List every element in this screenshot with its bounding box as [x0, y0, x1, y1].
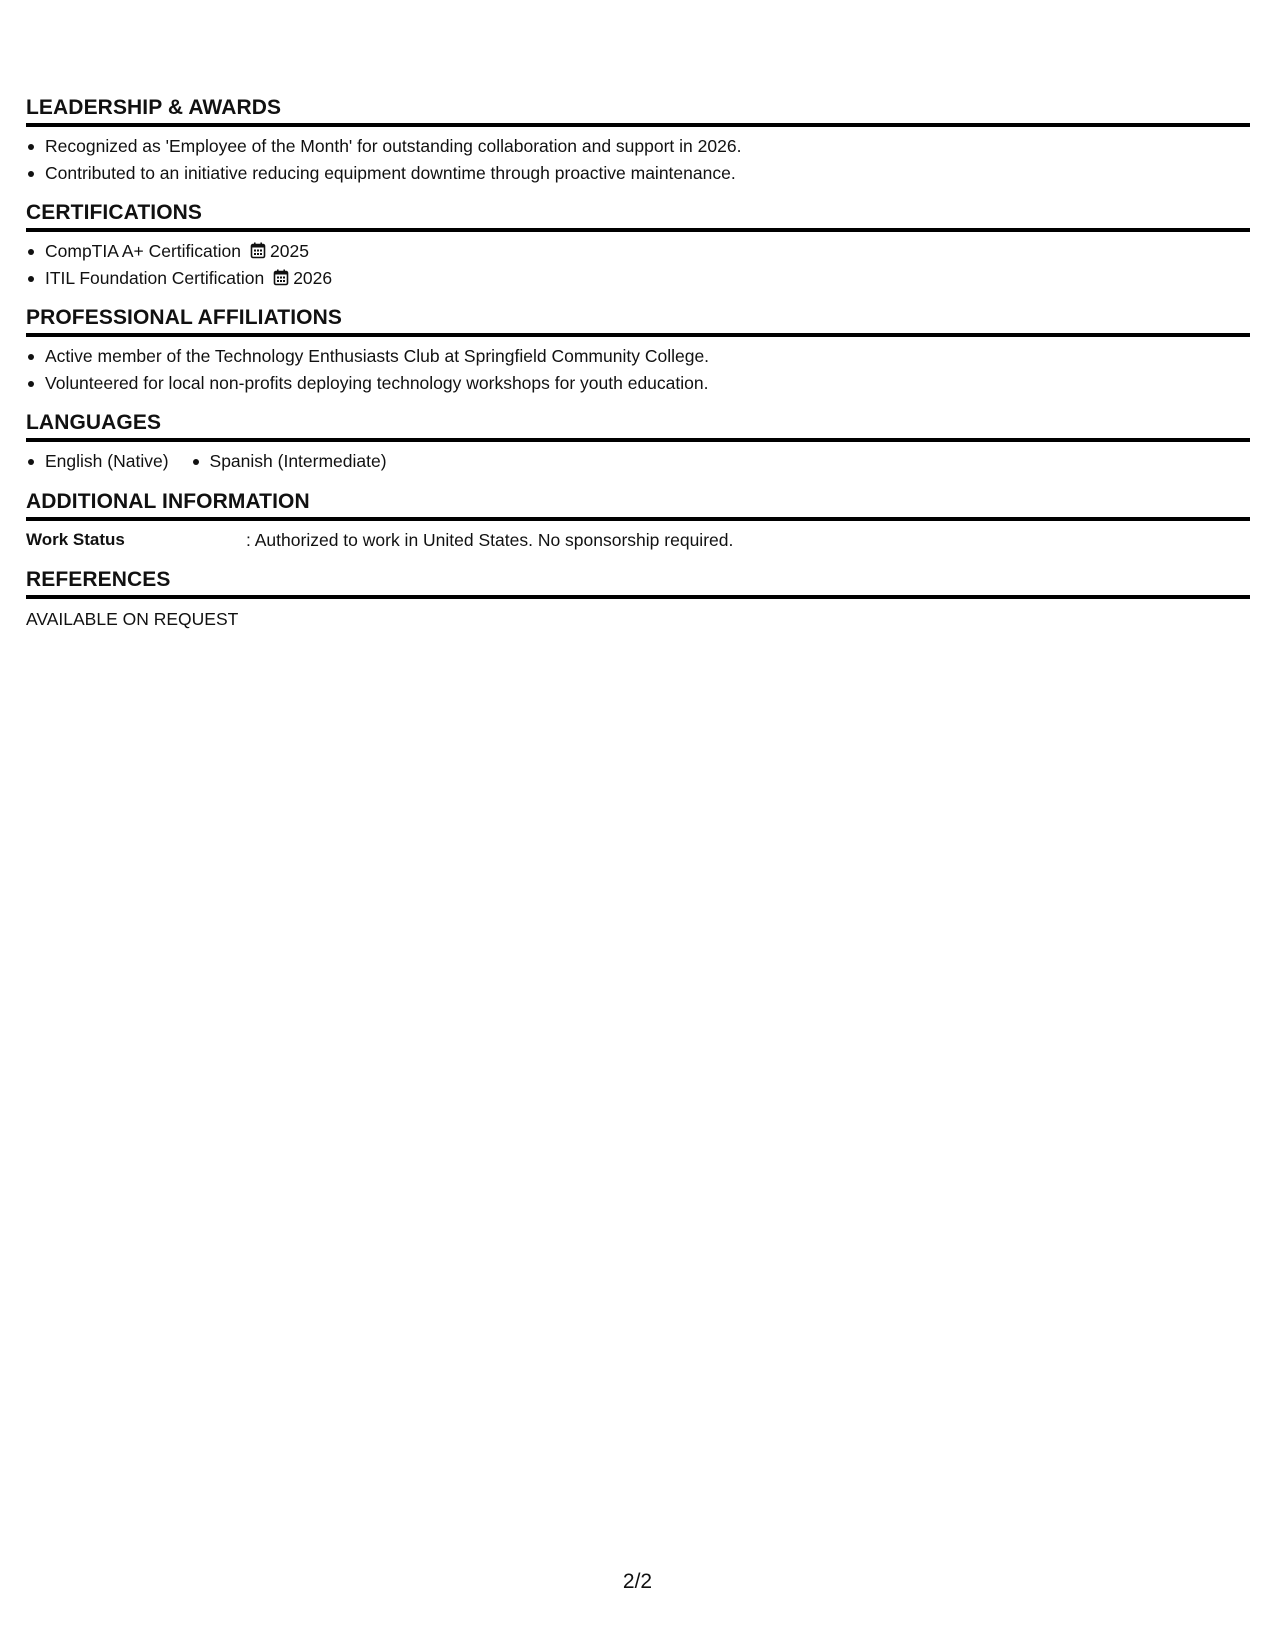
- section-divider: [26, 228, 1250, 232]
- list-item: Contributed to an initiative reducing equipment downtime through proactive maintenance.: [26, 160, 1250, 187]
- section-title-certifications: CERTIFICATIONS: [26, 201, 203, 224]
- resume-page: [26, 96, 1250, 648]
- section-title-languages: LANGUAGES: [26, 411, 162, 434]
- languages-section: [26, 411, 1250, 475]
- references-section: [26, 568, 1250, 633]
- certification-name: CompTIA A+ Certification: [45, 241, 241, 261]
- certification-year: 2025: [270, 241, 309, 261]
- section-title-references: REFERENCES: [26, 567, 171, 591]
- page-number: 2/2: [622, 1570, 653, 1593]
- work-status-value: : Authorized to work in United States. No sponsorship required.: [246, 529, 734, 550]
- leadership-list: [26, 133, 1250, 186]
- section-title-affiliations: PROFESSIONAL AFFILIATIONS: [26, 306, 342, 329]
- section-title-leadership: LEADERSHIP & AWARDS: [26, 96, 282, 119]
- certification-year: 2026: [293, 267, 333, 288]
- list-item: Spanish (Intermediate): [191, 448, 387, 475]
- calendar-icon: [273, 269, 289, 286]
- certification-name: ITIL Foundation Certification: [45, 267, 265, 288]
- list-item: [26, 238, 1250, 265]
- section-divider: [26, 517, 1250, 521]
- section-title-additional-info: ADDITIONAL INFORMATION: [26, 489, 310, 513]
- leadership-section: [26, 96, 1250, 186]
- affiliations-section: [26, 306, 1250, 396]
- section-divider: [26, 123, 1250, 127]
- section-divider: [26, 438, 1250, 442]
- section-divider: [26, 595, 1250, 599]
- section-divider: [26, 333, 1250, 337]
- certifications-list: [26, 238, 1250, 291]
- list-item: Recognized as 'Employee of the Month' for outstanding collaboration and support in 2026.: [26, 133, 1250, 160]
- references-text: AVAILABLE ON REQUEST: [26, 608, 239, 629]
- affiliations-list: [26, 343, 1250, 396]
- list-item: English (Native): [26, 448, 169, 475]
- languages-list: [26, 448, 1250, 475]
- additional-info-section: [26, 490, 1250, 553]
- calendar-icon: [250, 242, 266, 259]
- list-item: Volunteered for local non-profits deploying technology workshops for youth education.: [26, 370, 1250, 397]
- work-status-row: [26, 527, 1250, 553]
- work-status-label: Work Status: [26, 529, 125, 549]
- certifications-section: [26, 201, 1250, 291]
- list-item: Active member of the Technology Enthusiasts Club at Springfield Community College.: [26, 343, 1250, 370]
- list-item: [26, 265, 1250, 292]
